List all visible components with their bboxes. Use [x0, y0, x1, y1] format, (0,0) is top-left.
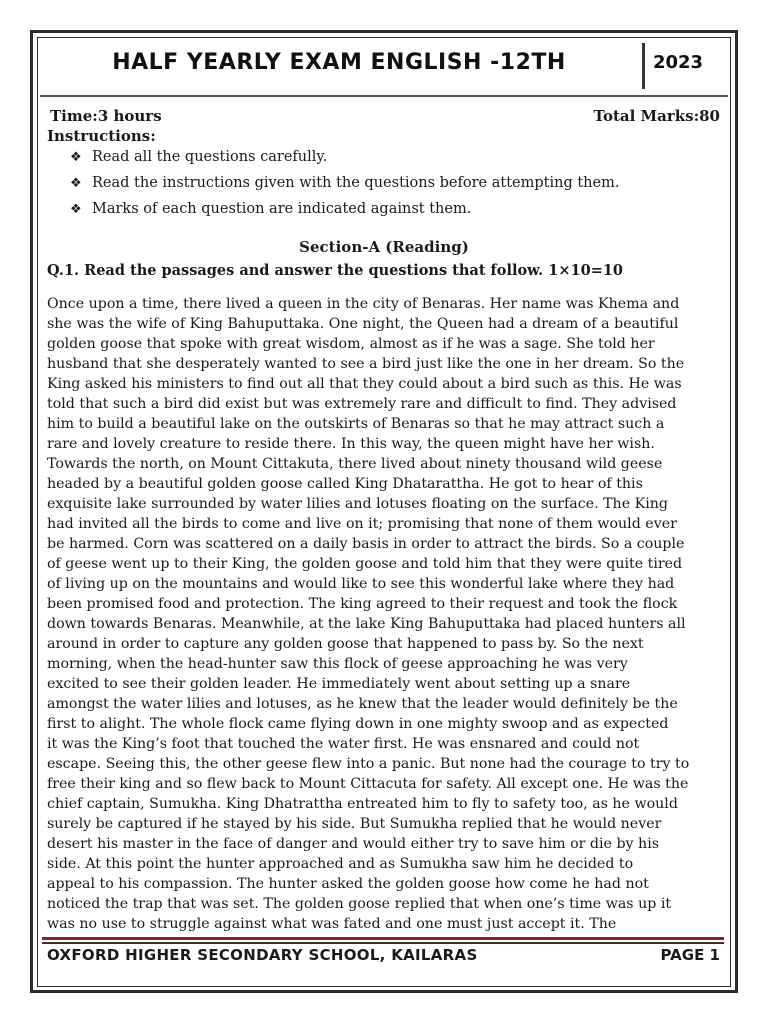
passage-line: excited to see their golden leader. He immediately went about setting up a snare	[47, 676, 631, 692]
footer-page-number: PAGE 1	[660, 946, 720, 964]
passage-line: free their king and so flew back to Mount Cittacuta for safety. All except one. He was the	[47, 776, 689, 792]
passage-line: escape. Seeing this, the other geese flew into a panic. But none had the courage to try to	[47, 756, 690, 772]
passage-line: of living up on the mountains and would like to see this wonderful lake where they had	[47, 576, 675, 592]
passage-line: morning, when the head-hunter saw this flock of geese approaching he was very	[47, 656, 628, 672]
footer-rule-dark	[42, 942, 724, 944]
passage-line: told that such a bird did exist but was extremely rare and difficult to find. They advised	[47, 396, 677, 412]
footer-rule-red	[42, 937, 724, 940]
passage-line: around in order to capture any golden goose that happened to pass by. So the next	[47, 636, 644, 652]
passage-line: down towards Benaras. Meanwhile, at the lake King Bahuputtaka had placed hunters all	[47, 616, 686, 632]
passage-line: had invited all the birds to come and live on it; promising that none of them would ever	[47, 516, 677, 532]
passage-line: she was the wife of King Bahuputtaka. One night, the Queen had a dream of a beautiful	[47, 316, 679, 332]
header-rule	[40, 95, 728, 97]
passage-line: exquisite lake surrounded by water lilies and lotuses floating on the surface. The King	[47, 496, 668, 512]
passage-line: chief captain, Sumukha. King Dhatrattha entreated him to fly to safety too, as he would	[47, 796, 678, 812]
passage-line: surely be captured if he stayed by his side. But Sumukha replied that he would never	[47, 816, 662, 832]
passage-line: him to build a beautiful lake on the outskirts of Benaras so that he may attract such a	[47, 416, 665, 432]
passage-line: be harmed. Corn was scattered on a daily basis in order to attract the birds. So a couple	[47, 536, 685, 552]
total-marks: Total Marks:80	[593, 107, 720, 125]
diamond-bullet-icon: ❖	[70, 150, 82, 165]
passage-line: was no use to struggle against what was fated and one must just accept it. The	[47, 916, 617, 932]
diamond-bullet-icon: ❖	[70, 176, 82, 191]
passage-line: Once upon a time, there lived a queen in the city of Benaras. Her name was Khema and	[47, 296, 680, 312]
passage-line: rare and lovely creature to reside there. In this way, the queen might have her wish.	[47, 436, 655, 452]
passage-line: amongst the water lilies and lotuses, as he knew that the leader would definitely be the	[47, 696, 678, 712]
passage-line: desert his master in the face of danger and would either try to save him or die by his	[47, 836, 660, 852]
question-heading: Q.1. Read the passages and answer the questions that follow. 1×10=10	[47, 262, 624, 279]
exam-year: 2023	[652, 52, 704, 73]
instructions-list	[70, 147, 619, 225]
diamond-bullet-icon: ❖	[70, 202, 82, 217]
instruction-item: ❖ Read all the questions carefully.	[70, 147, 619, 173]
footer-school-name: OXFORD HIGHER SECONDARY SCHOOL, KAILARAS	[47, 946, 478, 964]
reading-passage	[47, 294, 727, 934]
passage-line: Towards the north, on Mount Cittakuta, there lived about ninety thousand wild geese	[47, 456, 663, 472]
header-divider	[642, 43, 645, 89]
instructions-heading: Instructions:	[47, 127, 156, 145]
passage-line: King asked his ministers to find out all that they could about a bird such as this. He was	[47, 376, 682, 392]
passage-line: been promised food and protection. The king agreed to their request and took the flock	[47, 596, 678, 612]
instruction-item: ❖ Read the instructions given with the questions before attempting them.	[70, 173, 619, 199]
passage-line: headed by a beautiful golden goose called King Dhatarattha. He got to hear of this	[47, 476, 643, 492]
passage-line: noticed the trap that was set. The golden goose replied that when one’s time was up it	[47, 896, 672, 912]
section-title: Section-A (Reading)	[299, 238, 469, 256]
passage-line: it was the King’s foot that touched the water first. He was ensnared and could not	[47, 736, 640, 752]
instruction-item: ❖ Marks of each question are indicated against them.	[70, 199, 619, 225]
passage-line: side. At this point the hunter approached and as Sumukha saw him he decided to	[47, 856, 634, 872]
passage-line: golden goose that spoke with great wisdom, almost as if he was a sage. She told her	[47, 336, 655, 352]
exam-time: Time:3 hours	[50, 107, 162, 125]
passage-line: husband that she desperately wanted to see a bird just like the one in her dream. So the	[47, 356, 685, 372]
passage-line: of geese went up to their King, the golden goose and told him that they were quite tired	[47, 556, 683, 572]
exam-title: HALF YEARLY EXAM ENGLISH -12TH	[112, 50, 566, 75]
passage-line: appeal to his compassion. The hunter asked the golden goose how come he had not	[47, 876, 649, 892]
passage-line: first to alight. The whole flock came flying down in one mighty swoop and as expected	[47, 716, 669, 732]
